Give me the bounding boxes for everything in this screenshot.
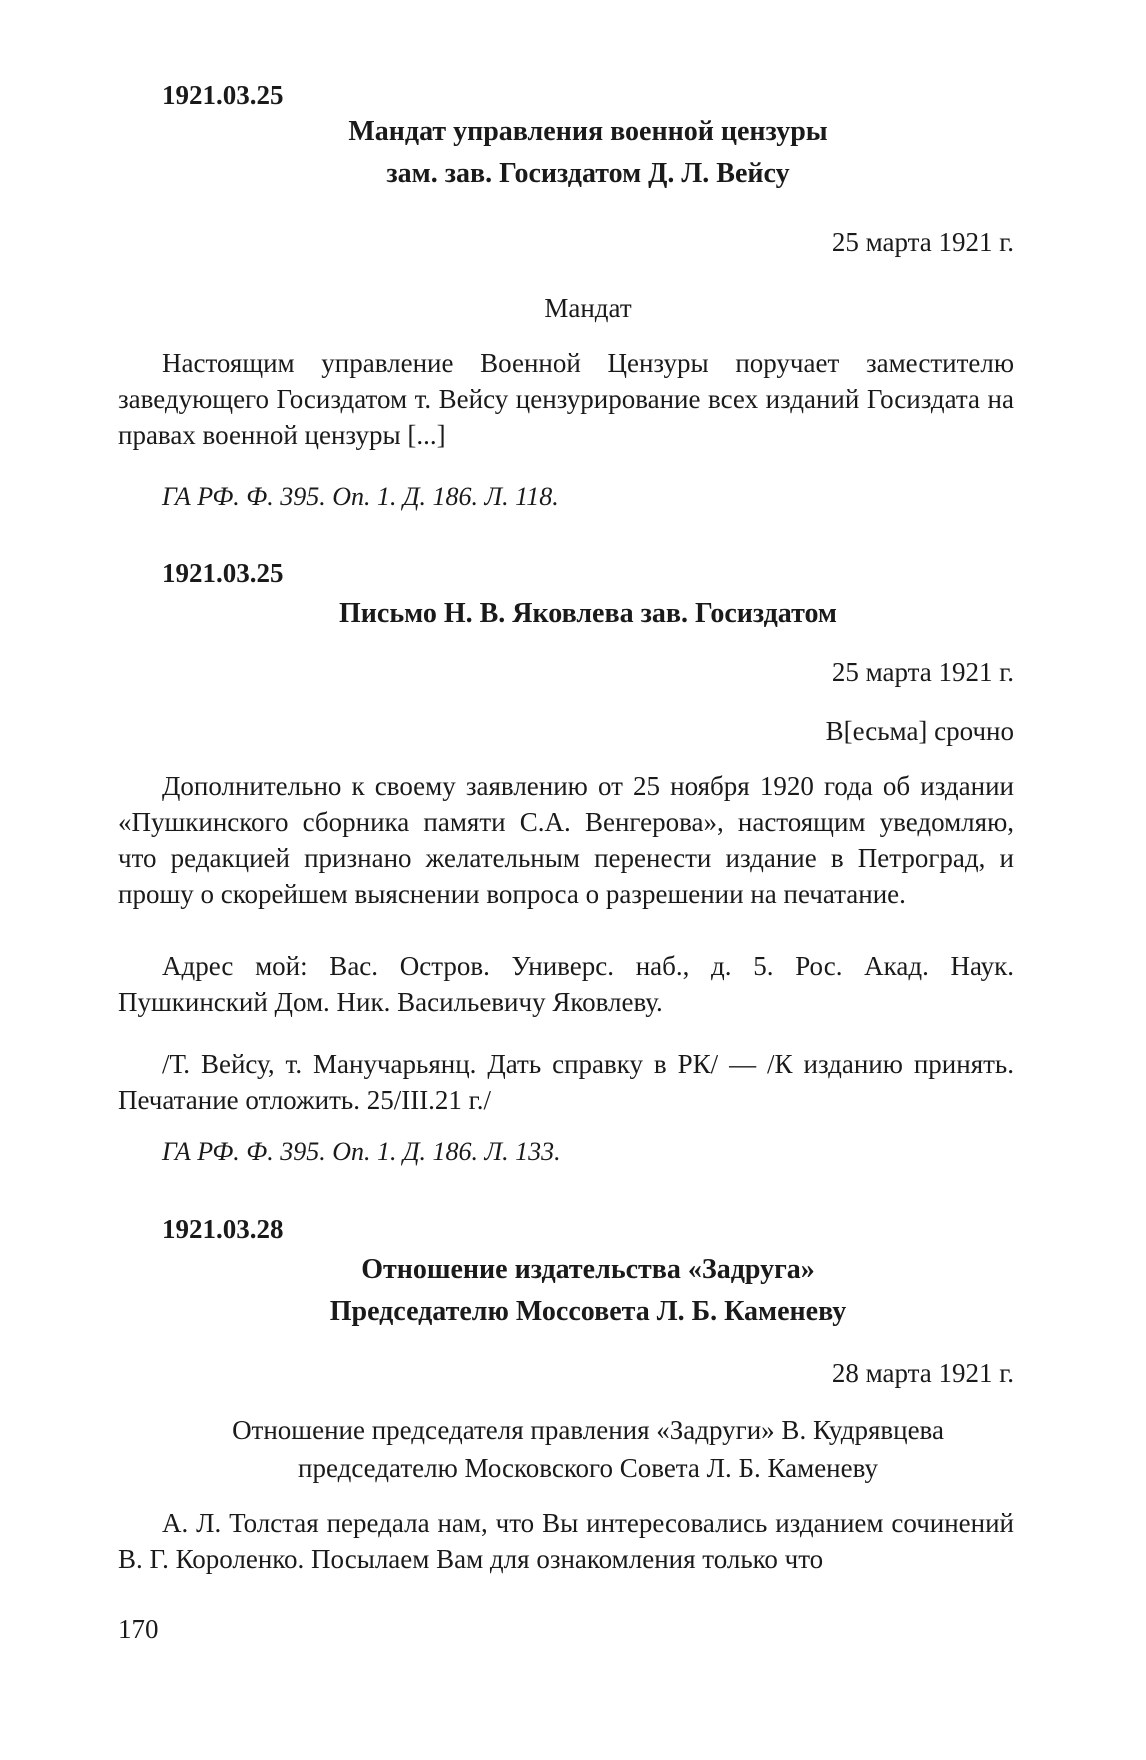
doc1-heading: Мандат	[544, 293, 632, 323]
doc3-id: 1921.03.28	[162, 1214, 284, 1244]
doc1-body	[118, 345, 1014, 453]
doc3-body	[118, 1505, 1014, 1577]
page-number: 170	[118, 1614, 159, 1644]
doc1-date: 25 марта 1921 г.	[831, 227, 1014, 257]
doc3-title-line2: Председателю Моссовета Л. Б. Каменеву	[329, 1296, 847, 1327]
doc1-body-text: Настоящим управление Военной Цензуры поручает заместителю заведующего Госиздатом т. Вейсу цензурирование всех изданий Госиздата на правах военной цензуры [...]	[118, 348, 1014, 450]
doc2-source: ГА РФ. Ф. 395. Оп. 1. Д. 186. Л. 133.	[162, 1137, 561, 1166]
doc2-date: 25 марта 1921 г.	[831, 657, 1014, 687]
doc2-resolution-text: /Т. Вейсу, т. Манучарьянц. Дать справку в РК/ — /К изданию принять. Печатание отложить. 25/III.21 г./	[118, 1049, 1014, 1115]
doc2-resolution	[118, 1046, 1014, 1118]
doc2-title: Письмо Н. В. Яковлева зав. Госиздатом	[339, 598, 837, 629]
doc2-body2	[118, 948, 1014, 1020]
doc2-body1-text: Дополнительно к своему заявлению от 25 ноября 1920 года об издании «Пушкинского сборника памяти С.А. Венгерова», настоящим уведомляю, что редакцией признано желательным перенести издание в Петроград, и прошу о скорейшем выяснении вопроса о разрешении на печатание.	[118, 771, 1014, 909]
doc3-body-text: А. Л. Толстая передала нам, что Вы интересовались изданием сочинений В. Г. Короленко. Посылаем Вам для ознакомления только что	[118, 1508, 1014, 1574]
doc1-source: ГА РФ. Ф. 395. Оп. 1. Д. 186. Л. 118.	[162, 482, 559, 511]
doc1-id: 1921.03.25	[162, 80, 284, 110]
doc2-body1	[118, 768, 1014, 912]
doc3-date: 28 марта 1921 г.	[831, 1358, 1014, 1388]
doc1-title-line2: зам. зав. Госиздатом Д. Л. Вейсу	[386, 158, 790, 189]
doc2-id: 1921.03.25	[162, 558, 284, 588]
doc2-urgency: В[есьма] срочно	[825, 716, 1014, 746]
doc3-title-line1: Отношение издательства «Задруга»	[361, 1254, 815, 1285]
doc2-body2-text: Адрес мой: Вас. Остров. Универс. наб., д. 5. Рос. Акад. Наук. Пушкинский Дом. Ник. Васильевичу Яковлеву.	[118, 951, 1014, 1017]
doc3-heading-line1: Отношение председателя правления «Задруги» В. Кудрявцева	[232, 1415, 944, 1445]
doc1-title-line1: Мандат управления военной цензуры	[348, 116, 828, 147]
doc3-heading-line2: председателю Московского Совета Л. Б. Каменеву	[298, 1453, 878, 1483]
